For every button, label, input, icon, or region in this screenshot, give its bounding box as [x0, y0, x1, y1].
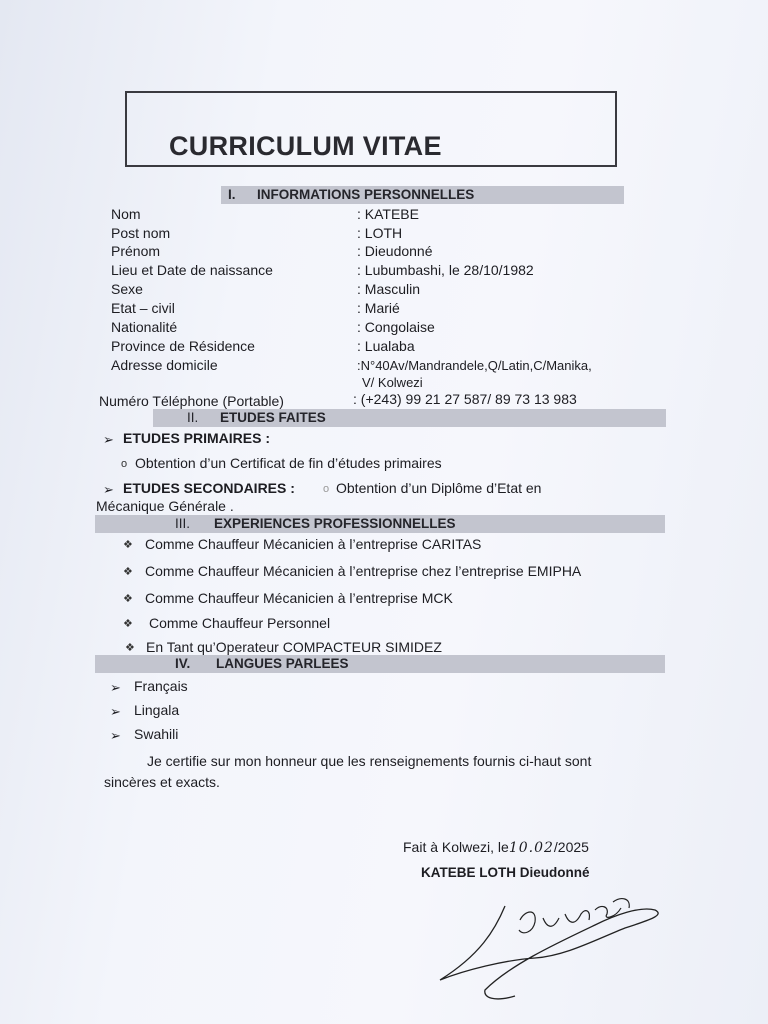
experience-item: Comme Chauffeur Mécanicien à l’entreprise chez l’entreprise EMIPHA [145, 563, 582, 579]
section-header-experience [95, 515, 665, 533]
info-label-postnom: Post nom [111, 225, 171, 241]
secondary-studies-item-line2: Mécanique Générale . [96, 498, 234, 514]
section-number: II. [187, 410, 199, 425]
section-label: INFORMATIONS PERSONNELLES [257, 187, 475, 202]
info-label-province: Province de Résidence [111, 338, 255, 354]
info-label-etat-civil: Etat – civil [111, 300, 175, 316]
info-value-nationalite: : Congolaise [357, 319, 435, 335]
place-date-prefix: Fait à Kolwezi, le [403, 839, 509, 855]
section-label: EXPERIENCES PROFESSIONNELLES [214, 516, 456, 531]
diamond-bullet-icon: ❖ [123, 539, 133, 551]
info-value-nom: : KATEBE [357, 206, 419, 222]
info-label-naissance: Lieu et Date de naissance [111, 262, 273, 278]
experience-item: Comme Chauffeur Personnel [149, 615, 331, 631]
section-number: I. [228, 187, 236, 202]
certification-line-1: Je certifie sur mon honneur que les renseignements fournis ci-haut sont [147, 753, 592, 769]
title-box [125, 91, 617, 167]
signature-image [425, 880, 675, 1010]
certification-line-2: sincères et exacts. [104, 774, 220, 790]
info-label-nationalite: Nationalité [111, 319, 178, 335]
document-title: CURRICULUM VITAE [169, 131, 442, 161]
info-value-etat-civil: : Marié [357, 300, 400, 316]
info-value-postnom: : LOTH [357, 225, 403, 241]
signatory-name: KATEBE LOTH Dieudonné [421, 865, 590, 880]
info-value-adresse-line2: V/ Kolwezi [362, 375, 423, 390]
diamond-bullet-icon: ❖ [123, 593, 133, 605]
section-header-languages [95, 655, 665, 673]
experience-item: En Tant qu’Operateur COMPACTEUR SIMIDEZ [146, 639, 442, 655]
arrow-bullet-icon: ➢ [110, 728, 121, 743]
section-header-personal [221, 186, 624, 204]
arrow-bullet-icon: ➢ [103, 482, 114, 497]
section-header-studies [153, 409, 666, 427]
section-label: LANGUES PARLEES [216, 656, 349, 671]
secondary-studies-heading: ETUDES SECONDAIRES : [123, 480, 295, 496]
arrow-bullet-icon: ➢ [110, 704, 121, 719]
language-item: Français [134, 678, 188, 694]
diamond-bullet-icon: ❖ [125, 642, 135, 654]
section-number: IV. [175, 656, 191, 671]
circle-bullet-icon: o [323, 483, 330, 495]
place-date [403, 839, 589, 857]
secondary-studies-item-line1: Obtention d’un Diplôme d’Etat en [336, 480, 542, 496]
circle-bullet-icon: o [121, 458, 128, 470]
place-date-handwritten: 10.02 [508, 840, 554, 856]
info-label-adresse: Adresse domicile [111, 357, 218, 373]
info-value-telephone: : (+243) 99 21 27 587/ 89 73 13 983 [353, 391, 577, 407]
language-item: Lingala [134, 702, 180, 718]
arrow-bullet-icon: ➢ [103, 432, 114, 447]
info-label-nom: Nom [111, 206, 141, 222]
experience-item: Comme Chauffeur Mécanicien à l’entreprise CARITAS [145, 536, 482, 552]
info-value-prenom: : Dieudonné [357, 243, 433, 259]
place-date-suffix: /2025 [553, 839, 589, 855]
info-label-prenom: Prénom [111, 243, 161, 259]
diamond-bullet-icon: ❖ [123, 566, 133, 578]
primary-studies-item: Obtention d’un Certificat de fin d’études primaires [135, 455, 442, 471]
info-value-naissance: : Lubumbashi, le 28/10/1982 [357, 262, 534, 278]
experience-item: Comme Chauffeur Mécanicien à l’entreprise MCK [145, 590, 453, 606]
info-value-sexe: : Masculin [357, 281, 421, 297]
info-label-telephone: Numéro Téléphone (Portable) [99, 393, 284, 409]
info-label-sexe: Sexe [111, 281, 143, 297]
arrow-bullet-icon: ➢ [110, 680, 121, 695]
section-number: III. [175, 516, 191, 531]
section-label: ETUDES FAITES [220, 410, 326, 425]
language-item: Swahili [134, 726, 179, 742]
primary-studies-heading: ETUDES PRIMAIRES : [123, 430, 271, 446]
diamond-bullet-icon: ❖ [123, 618, 133, 630]
info-value-adresse: :N°40Av/Mandrandele,Q/Latin,C/Manika, [357, 358, 592, 373]
info-value-province: : Lualaba [357, 338, 415, 354]
